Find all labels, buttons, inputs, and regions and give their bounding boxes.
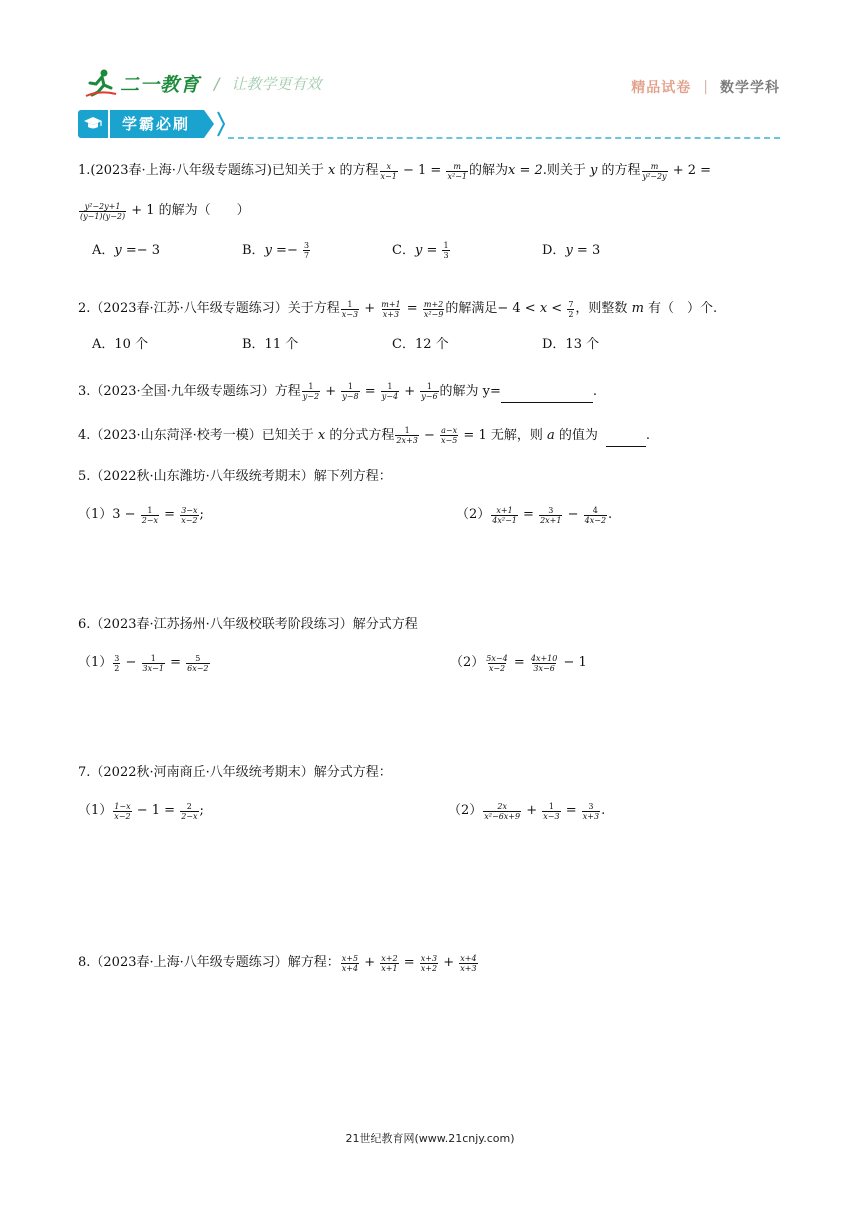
math-fraction: $\frac{2}{2-x}$: [181, 801, 198, 821]
stem-text: 解分式方程: [352, 617, 418, 632]
question-source: （2023·全国·九年级专题练习）: [90, 383, 275, 399]
question-3: [78, 380, 782, 403]
option-b[interactable]: B．11 个: [242, 337, 299, 352]
math-fraction: $\frac{a-x}{x-5}$: [440, 426, 458, 445]
question-2-stem: [78, 298, 782, 320]
math-expression: + 2 =: [668, 163, 712, 178]
math-expression: +: [360, 301, 380, 316]
math-fraction: $\frac{4}{4x-2}$: [584, 505, 607, 525]
part-label: （2）: [448, 803, 483, 818]
stem-text: .则关于: [542, 163, 586, 178]
question-number: 3.: [78, 383, 91, 399]
stem-text: 的方程: [601, 163, 641, 178]
math-fraction: $\frac{x+4}{x+3}$: [460, 953, 477, 973]
part-2: （2） $\frac{x+1}{\text{4x²−1}}$ = $\frac{3}{2x+1}$ − $\frac{4}{4x-2}$ .: [456, 505, 613, 525]
stem-text: 的解为 y=: [439, 383, 501, 399]
stem-text: 关于方程: [287, 301, 340, 316]
question-2: [78, 298, 782, 356]
stem-text: .: [645, 427, 651, 443]
stem-text: 的解为（ ）: [158, 203, 250, 218]
question-number: 1.: [78, 163, 91, 178]
math-expression: − 1 =: [398, 163, 446, 178]
part-2: （2） $\frac{2x}{\text{x²−6x+9}}$ + $\frac{1}{x-3}$ = $\frac{3}{x+3}$ .: [448, 801, 606, 821]
math-fraction: $\frac{3}{2}$: [114, 653, 120, 673]
stem-text: 解方程：: [287, 955, 340, 970]
question-7: [78, 762, 782, 822]
math-op: +: [321, 383, 341, 399]
graduation-cap-icon: [78, 110, 108, 138]
math-fraction: $\frac{x}{x-1}$: [380, 161, 397, 181]
question-number: 6.: [78, 617, 91, 632]
question-number: 8.: [78, 955, 91, 970]
question-6-parts: [78, 652, 782, 674]
math-fraction: $\frac{x+2}{x+1}$: [381, 953, 398, 973]
option-d[interactable]: D．13 个: [542, 337, 600, 352]
math-expression: − 4 < x <: [497, 301, 567, 316]
math-op: = 1: [459, 427, 491, 443]
question-1: [78, 160, 782, 262]
part-label: （2）: [450, 655, 485, 670]
stem-text: ，则整数: [575, 301, 628, 316]
math-expression: =: [402, 301, 422, 316]
header-separator: |: [703, 79, 708, 95]
math-fraction: $\frac{1}{y-6}$: [421, 382, 438, 401]
question-3-stem: [78, 380, 782, 403]
math-fraction: $\frac{5}{6x-2}$: [187, 653, 209, 673]
math-var: y: [585, 163, 602, 178]
header-right: [631, 77, 780, 97]
header-label-subject: 数学学科: [720, 80, 780, 96]
stem-text: 解分式方程：: [313, 765, 392, 780]
question-source: （2022秋·山东潍坊·八年级统考期末）: [90, 469, 314, 484]
question-1-stem: [78, 160, 782, 182]
math-fraction: $\frac{1}{y-2}$: [302, 382, 320, 401]
part-label: （1）: [78, 507, 113, 522]
part-label: （2）: [456, 507, 491, 522]
math-fraction: $\frac{1}{2-x}$: [141, 505, 159, 525]
math-var: a: [542, 427, 559, 443]
question-source: （2023春·江苏·八年级专题练习）: [90, 301, 288, 316]
stem-text: 的值为: [558, 427, 598, 443]
question-8-stem: 8. （2023春·上海·八年级专题练习） 解方程： $\frac{x+5}{x+4}$ + $\frac{x+2}{x+1}$ = $\frac{x+3}{x+2}$ + $\frac{x+4}{x+3}$: [78, 953, 477, 973]
math-fraction: $\frac{x+1}{\text{4x²−1}}$: [492, 505, 517, 525]
stem-text: 解下列方程：: [313, 469, 392, 484]
part-1: （1） 3 − $\frac{1}{2-x}$ = $\frac{3-x}{x-2}$ ;: [78, 505, 204, 525]
stem-text: 的解为: [468, 163, 508, 178]
option-a[interactable]: A．y =− 3: [92, 243, 161, 258]
math-fraction: $\frac{m}{\text{y²−2y}}$: [642, 161, 667, 181]
stem-text: 有（ ）个.: [648, 301, 718, 316]
math-fraction: $\frac{\text{y²−2y+1}}{(y-1)(y-2)}$: [80, 201, 126, 221]
stem-text: 的解满足: [445, 301, 498, 316]
math-op: =: [360, 383, 380, 399]
option-c[interactable]: C．12 个: [392, 337, 449, 352]
question-source: （2023·山东菏泽·校考一模）: [90, 427, 262, 443]
part-label: （1）: [78, 655, 113, 670]
question-source: （2022秋·河南商丘·八年级统考期末）: [90, 765, 314, 780]
stem-text: 已知关于: [271, 163, 324, 178]
math-fraction: $\frac{x+3}{x+2}$: [420, 953, 438, 973]
page-footer[interactable]: 21世纪教育网(www.21cnjy.com): [345, 1132, 515, 1145]
math-expression: + 1: [127, 203, 159, 218]
logo-separator: /: [214, 73, 220, 93]
part-2: （2） $\frac{5x-4}{x-2}$ = $\frac{4x+10}{3x-6}$ − 1: [450, 653, 587, 673]
question-6-stem: [78, 614, 782, 636]
math-op: −: [419, 427, 439, 443]
question-6: [78, 614, 782, 674]
math-fraction: $\frac{1}{y-8}$: [342, 382, 359, 401]
stem-text: 已知关于: [261, 427, 314, 443]
question-2-options: [78, 334, 782, 356]
stem-text: 方程: [274, 383, 301, 399]
math-fraction: $\frac{4x+10}{3x-6}$: [530, 653, 558, 673]
question-5-stem: [78, 466, 782, 488]
part-label: （1）: [78, 803, 113, 818]
question-source: (2023春·上海·八年级专题练习): [90, 163, 272, 178]
section-title: 学霸必刷: [110, 110, 204, 138]
question-number: 5.: [78, 469, 91, 484]
runner-logo-icon: [84, 68, 118, 98]
math-fraction: $\frac{m+2}{\text{x²−9}}$: [423, 299, 444, 319]
logo-slogan: 让教学更有效: [231, 74, 322, 93]
question-1-stem-line2: [78, 200, 782, 222]
question-4: [78, 424, 782, 447]
math-fraction: $\frac{3}{x+3}$: [582, 801, 600, 821]
math-fraction: $\frac{5x-4}{x-2}$: [486, 653, 508, 673]
math-var: m: [627, 301, 649, 316]
stem-text: 的方程: [339, 163, 379, 178]
part-1: （1） $\frac{1-x}{x-2}$ − 1 = $\frac{2}{2-x}$ ;: [78, 801, 204, 821]
answer-blank[interactable]: [501, 380, 593, 403]
option-a[interactable]: A．10 个: [92, 337, 149, 352]
option-d[interactable]: D．y = 3: [542, 243, 601, 258]
option-c[interactable]: C．y = $\frac{1}{3}$: [392, 241, 449, 260]
math-expression: x = 2: [507, 163, 543, 178]
stem-text: .: [592, 383, 598, 399]
math-fraction: $\frac{1}{2x+3}$: [396, 426, 418, 445]
header-label-quality: 精品试卷: [631, 80, 692, 96]
option-b[interactable]: B．y =− $\frac{3}{7}$: [242, 241, 310, 260]
math-var: x: [323, 163, 340, 178]
question-4-stem: [78, 424, 782, 447]
question-number: 4.: [78, 427, 91, 443]
math-fraction: $\frac{1}{x-3}$: [341, 299, 359, 319]
question-8: [78, 952, 782, 974]
question-number: 2.: [78, 301, 91, 316]
math-var: x: [313, 427, 330, 443]
stem-text: 的分式方程: [329, 427, 395, 443]
math-fraction: $\frac{2x}{\text{x²−6x+9}}$: [484, 801, 521, 821]
question-1-options: [78, 240, 782, 262]
banner-arrow: [204, 110, 214, 138]
math-fraction: $\frac{1}{3x-1}$: [142, 653, 164, 673]
question-source: （2023春·江苏扬州·八年级校联考阶段练习）: [90, 617, 353, 632]
math-fraction: $\frac{1}{x-3}$: [543, 801, 560, 821]
math-fraction: $\frac{7}{2}$: [568, 299, 574, 319]
stem-text: 无解，则: [490, 427, 543, 443]
math-fraction: $\frac{m+1}{x+3}$: [381, 299, 401, 319]
logo-text: 二一教育: [120, 73, 201, 96]
math-op: +: [400, 383, 420, 399]
answer-blank[interactable]: [606, 424, 646, 447]
question-7-parts: [78, 800, 782, 822]
question-source: （2023春·上海·八年级专题练习）: [90, 955, 288, 970]
question-5: [78, 466, 782, 526]
part-1: （1） $\frac{3}{2}$ − $\frac{1}{3x-1}$ = $\frac{5}{6x-2}$: [78, 653, 209, 673]
math-fraction: $\frac{x+5}{x+4}$: [341, 953, 359, 973]
logo: [84, 68, 321, 98]
chevron-right-icon: [217, 110, 225, 138]
math-fraction: $\frac{1-x}{x-2}$: [114, 801, 131, 821]
question-5-parts: [78, 504, 782, 526]
banner-dashed-line: [228, 137, 780, 139]
math-fraction: $\frac{3-x}{x-2}$: [181, 505, 198, 525]
math-fraction: $\frac{m}{\text{x²−1}}$: [447, 161, 467, 181]
page-header: [0, 0, 860, 100]
question-7-stem: [78, 762, 782, 784]
math-fraction: $\frac{1}{y-4}$: [381, 382, 399, 401]
section-banner: [78, 110, 225, 138]
math-fraction: $\frac{3}{2x+1}$: [540, 505, 562, 525]
question-number: 7.: [78, 765, 91, 780]
